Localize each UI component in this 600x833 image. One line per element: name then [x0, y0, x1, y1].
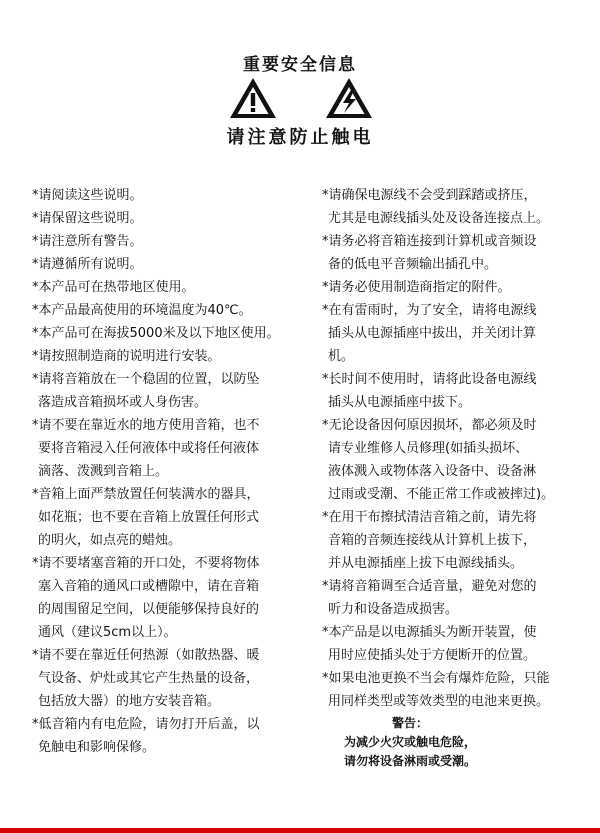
instruction-line: 滴落、泼溅到音箱上。: [38, 464, 169, 479]
instruction-item: [32, 552, 294, 644]
instruction-line: 落造成音箱损坏或人身伤害。: [38, 395, 208, 410]
instruction-line: *低音箱内有电危险，请勿打开后盖，以: [32, 717, 260, 732]
instruction-item: [322, 575, 578, 621]
instruction-line: *本产品可在热带地区使用。: [32, 280, 195, 295]
instruction-line: 并从电源插座上拔下电源线插头。: [328, 556, 524, 571]
instruction-line: *无论设备因何原因损坏，都必须及时: [322, 418, 537, 433]
instruction-line: *请务必使用制造商指定的附件。: [322, 280, 511, 295]
instruction-line: 音箱的音频连接线从计算机上拔下，: [328, 533, 537, 548]
exclamation-warning-icon: [228, 76, 278, 120]
instruction-item: [32, 414, 294, 483]
instruction-line: *音箱上面严禁放置任何装满水的器具，: [32, 487, 260, 502]
instruction-line: 请专业维修人员修理(如插头损坏、: [328, 441, 529, 456]
instruction-line: 气设备、炉灶或其它产生热量的设备，: [38, 671, 260, 686]
instruction-line: 尤其是电源线插头处及设备连接点上。: [328, 211, 550, 226]
instruction-item: [32, 253, 294, 276]
instruction-line: 用同样类型或等效类型的电池来更换。: [328, 694, 550, 709]
instruction-line: *请不要堵塞音箱的开口处，不要将物体: [32, 556, 260, 571]
instruction-item: [322, 276, 578, 299]
instruction-item: [322, 368, 578, 414]
instruction-line: 插头从电源插座中拔下。: [328, 395, 472, 410]
instruction-line: 包括放大器）的地方安装音箱。: [38, 694, 221, 709]
instruction-line: *本产品最高使用的环境温度为40℃。: [32, 303, 252, 318]
warning-title: 警告：: [391, 716, 428, 730]
instruction-line: 免触电和影响保修。: [38, 740, 156, 755]
instruction-line: *请不要在靠近水的地方使用音箱，也不: [32, 418, 260, 433]
instruction-line: *请不要在靠近任何热源（如散热器、暖: [32, 648, 260, 663]
instruction-line: *请确保电源线不会受到踩踏或挤压，: [322, 188, 537, 203]
instruction-line: 塞入音箱的通风口或槽隙中，请在音箱: [38, 579, 260, 594]
instruction-line: 听力和设备造成损害。: [328, 602, 459, 617]
bottom-rule: [0, 828, 600, 833]
instruction-line: 液体溅入或物体落入设备中、设备淋: [328, 464, 537, 479]
instruction-item: [32, 322, 294, 345]
instruction-line: 要将音箱浸入任何液体中或将任何液体: [38, 441, 260, 456]
warning-icons: [228, 76, 374, 122]
instruction-item: [322, 299, 578, 368]
right-instructions-column: [322, 184, 578, 713]
instruction-line: 如花瓶；也不要在音箱上放置任何形式: [38, 510, 260, 525]
instruction-item: [322, 230, 578, 276]
instruction-line: 备的低电平音频输出插孔中。: [328, 257, 498, 272]
instruction-line: *请遵循所有说明。: [32, 257, 143, 272]
instruction-line: *请注意所有警告。: [32, 234, 143, 249]
electric-shock-warning-icon: [324, 76, 374, 120]
instruction-item: [32, 276, 294, 299]
instruction-line: 过雨或受潮、不能正常工作或被摔过)。: [328, 487, 555, 502]
instruction-line: *请务必将音箱连接到计算机或音频设: [322, 234, 537, 249]
instruction-line: 用时应使插头处于方便断开的位置。: [328, 648, 537, 663]
left-instructions-column: [32, 184, 294, 759]
instruction-line: *本产品可在海拔5000米及以下地区使用。: [32, 326, 280, 341]
instruction-line: *在用干布擦拭清洁音箱之前，请先将: [322, 510, 537, 525]
instruction-line: *请阅读这些说明。: [32, 188, 143, 203]
instruction-item: [32, 345, 294, 368]
instruction-line: *请将音箱放在一个稳固的位置，以防坠: [32, 372, 260, 387]
instruction-line: 插头从电源插座中拔出，并关闭计算: [328, 326, 537, 341]
instruction-item: [32, 230, 294, 253]
instruction-item: [32, 184, 294, 207]
instruction-line: 机。: [328, 349, 355, 364]
warning-box: [300, 714, 560, 771]
instruction-line: *长时间不使用时，请将此设备电源线: [322, 372, 537, 387]
instruction-item: [32, 299, 294, 322]
instruction-line: *请按照制造商的说明进行安装。: [32, 349, 221, 364]
page-title: 重要安全信息: [243, 55, 357, 75]
instruction-item: [322, 506, 578, 575]
warning-line: 请勿将设备淋雨或受潮。: [344, 754, 477, 768]
instruction-line: *请将音箱调至合适音量，避免对您的: [322, 579, 537, 594]
instruction-item: [322, 414, 578, 506]
instruction-item: [32, 207, 294, 230]
instruction-line: *请保留这些说明。: [32, 211, 143, 226]
instruction-line: 的周围留足空间，以便能够保持良好的: [38, 602, 260, 617]
instruction-item: [322, 621, 578, 667]
instruction-line: *本产品是以电源插头为断开装置，使: [322, 625, 537, 640]
instruction-item: [322, 667, 578, 713]
instruction-item: [322, 184, 578, 230]
instruction-line: 通风（建议5cm以上）。: [38, 625, 177, 640]
instruction-item: [32, 483, 294, 552]
instruction-item: [32, 368, 294, 414]
warning-line: 为减少火灾或触电危险，: [344, 735, 477, 749]
instruction-line: *在有雷雨时，为了安全，请将电源线: [322, 303, 537, 318]
instruction-line: 的明火，如点亮的蜡烛。: [38, 533, 182, 548]
warning-subtitle: 请注意防止触电: [226, 127, 374, 148]
instruction-item: [32, 644, 294, 713]
instruction-item: [32, 713, 294, 759]
instruction-line: *如果电池更换不当会有爆炸危险，只能: [322, 671, 550, 686]
